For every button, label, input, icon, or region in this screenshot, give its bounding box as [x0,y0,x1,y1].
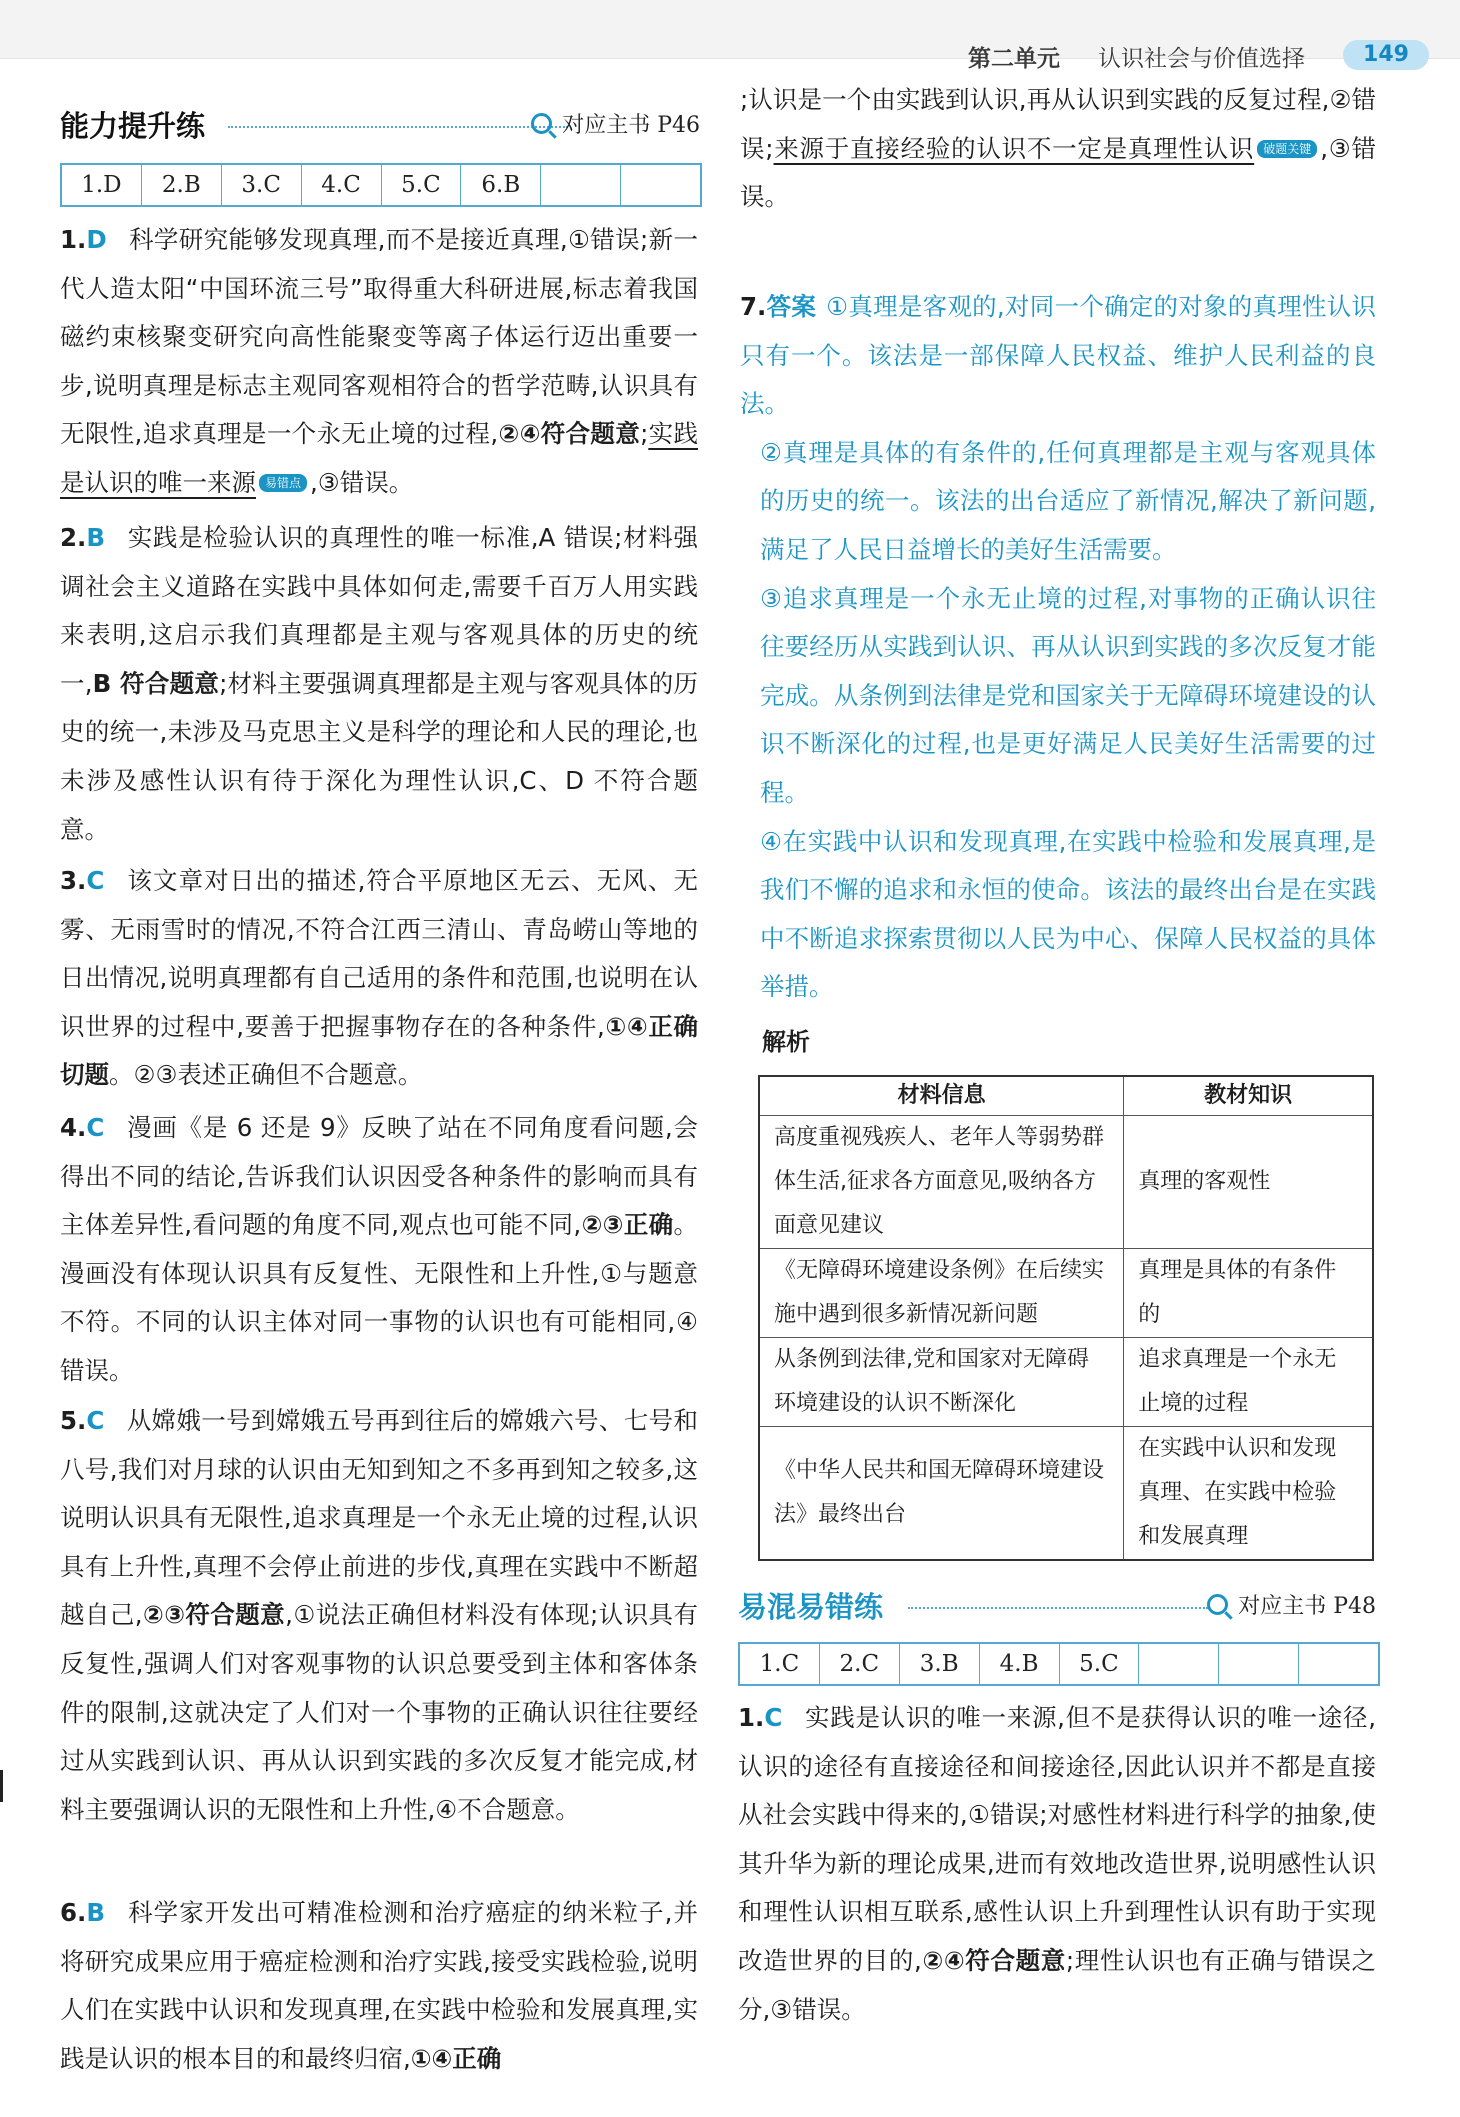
answer-grid [60,163,702,207]
material-cell: 《中华人民共和国无障碍环境建设法》最终出台 [759,1427,1124,1561]
column-header: 材料信息 [759,1076,1124,1116]
analysis-table [758,1075,1374,1561]
unit-label: 第二单元 [968,46,1060,72]
knowledge-cell: 追求真理是一个永无止境的过程 [1124,1338,1373,1427]
answer-cell [1299,1644,1378,1684]
question-5-explanation: 5.C 从嫦娥一号到嫦娥五号再到往后的嫦娥六号、七号和八号,我们对月球的认识由无知到知之不多再到知之较多,这说明认识具有无限性,追求真理是一个永无止境的过程,认识具有上升性,真理不会停止前进的步伐,真理在实践中不断超越自己,②③符合题意,①说法正确但材料没有体现;认识具有反复性,强调人们对客观事物的认识总要受到主体和客体条件的限制,这就决定了人们对一个事物的正确认识往往要经过从实践到认识、再从认识到实践的多次反复才能完成,材料主要强调认识的无限性和上升性,④不合题意。 [60,1406,698,1824]
answer-cell: 3.C [222,165,302,205]
divider [908,1607,1208,1609]
answer-cell: 1.D [62,165,142,205]
question-4-explanation: 4.C 漫画《是 6 还是 9》反映了站在不同角度看问题,会得出不同的结论,告诉我们认识因受各种条件的影响而具有主体差异性,看问题的角度不同,观点也可能不同,②③正确。漫画没有体现认识具有反复性、无限性和上升性,①与题意不符。不同的认识主体对同一事物的认识也有可能相同,④错误。 [60,1113,698,1385]
material-cell: 高度重视残疾人、老年人等弱势群体生活,征求各方面意见,吸纳各方面意见建议 [759,1116,1124,1249]
answer-cell: 2.C [820,1644,900,1684]
knowledge-cell: 真理是具体的有条件的 [1124,1249,1373,1338]
answer-cell: 6.B [461,165,541,205]
search-icon [1207,1594,1228,1615]
answer-letter: C [764,1703,783,1732]
divider [228,126,568,128]
knowledge-cell: 在实践中认识和发现真理、在实践中检验和发展真理 [1124,1427,1373,1561]
question-6-explanation: 6.B 科学家开发出可精准检测和治疗癌症的纳米粒子,并将研究成果应用于癌症检测和治疗实践,接受实践检验,说明人们在实践中认识和发现真理,在实践中检验和发展真理,实践是认识的根本目的和最终归宿,①④正确 [60,1898,698,2073]
answer-cell [621,165,700,205]
answer-cell: 4.C [302,165,382,205]
table-row [759,1249,1373,1338]
answer-letter: C [86,866,105,895]
search-icon [531,113,552,134]
column-header: 教材知识 [1124,1076,1373,1116]
error-point-tag: 易错点 [259,474,307,492]
material-cell: 从条例到法律,党和国家对无障碍环境建设的认识不断深化 [759,1338,1124,1427]
table-row [759,1338,1373,1427]
answer-grid [738,1642,1380,1686]
answer-label: 答案 [766,292,817,321]
table-row [759,1116,1373,1249]
question-1-explanation: 1.D 科学研究能够发现真理,而不是接近真理,①错误;新一代人造太阳“中国环流三号”取得重大科研进展,标志着我国磁约束核聚变研究向高性能聚变等离子体运行迈出重要一步,说明真理是标志主观同客观相符合的哲学范畴,认识具有无限性,追求真理是一个永无止境的过程,②④符合题意;实践是认识的唯一来源 易错点 ,③错误。 [60,225,699,497]
answer-letter: C [86,1406,105,1435]
answer-cell: 3.B [900,1644,980,1684]
answer-cell [541,165,621,205]
answer-cell [1139,1644,1219,1684]
page-number: 149 [1343,40,1429,70]
key-point-tag: 破题关键 [1257,140,1317,158]
table-row [759,1427,1373,1561]
confusion-question-1-explanation: 1.C 实践是认识的唯一来源,但不是获得认识的唯一途径,认识的途径有直接途径和间接途径,因此认识并不都是直接从社会实践中得来的,①错误;对感性材料进行科学的抽象,使其升华为新的理论成果,进而有效地改造世界,说明感性认识和理性认识相互联系,感性认识上升到理性认识有助于实现改造世界的目的,②④符合题意;理性认识也有正确与错误之分,③错误。 [738,1703,1376,2024]
unit-subtitle: 认识社会与价值选择 [1098,46,1305,72]
section-heading-ability [60,104,700,146]
answer-cell: 2.B [142,165,222,205]
margin-mark [0,1770,3,1802]
answer-letter: D [86,225,107,254]
answer-cell [1219,1644,1299,1684]
book-reference: 对应主书 P48 [1207,1589,1376,1620]
answer-cell: 5.C [382,165,462,205]
answer-letter: B [86,523,106,552]
material-cell: 《无障碍环境建设条例》在后续实施中遇到很多新情况新问题 [759,1249,1124,1338]
book-reference: 对应主书 P46 [531,108,700,139]
answer-cell: 4.B [980,1644,1060,1684]
knowledge-cell: 真理的客观性 [1124,1116,1373,1249]
section-title: 能力提升练 [60,109,206,143]
question-2-explanation: 2.B 实践是检验认识的真理性的唯一标准,A 错误;材料强调社会主义道路在实践中具体如何走,需要千百万人用实践来表明,这启示我们真理都是主观与客观具体的历史的统一,B 符合题意;材料主要强调真理都是主观与客观具体的历史的统一,未涉及马克思主义是科学的理论和人民的理论,也未涉及感性认识有待于深化为理性认识,C、D 不符合题意。 [60,523,698,844]
answer-letter: C [86,1113,105,1142]
question-6-explanation-continued: ;认识是一个由实践到认识,再从认识到实践的反复过程,②错误;来源于直接经验的认识不一定是真理性认识 破题关键 ,③错误。 [740,85,1376,212]
question-7-answer: 7.答案 ①真理是客观的,对同一个确定的对象的真理性认识只有一个。该法是一部保障人民权益、维护人民利益的良法。 ②真理是具体的有条件的,任何真理都是主观与客观具体的历史的统一。该法的出台适应了新情况,解决了新问题,满足了人民日益增长的美好生活需要。 ③追求真理是一个永无止境的过程,对事物的正确认识往往要经历从实践到认识、再从认识到实践的多次反复才能完成。从条例到法律是党和国家关于无障碍环境建设的认识不断深化的过程,也是更好满足人民美好生活需要的过程。 ④在实践中认识和发现真理,在实践中检验和发展真理,是我们不懈的追求和永恒的使命。该法的最终出台是在实践中不断追求探索贯彻以人民为中心、保障人民权益的具体举措。 [740,292,1377,1002]
section-title: 易混易错练 [738,1590,884,1624]
answer-letter: B [86,1898,106,1927]
question-3-explanation: 3.C 该文章对日出的描述,符合平原地区无云、无风、无雾、无雨雪时的情况,不符合江西三清山、青岛崂山等地的日出情况,说明真理都有自己适用的条件和范围,也说明在认识世界的过程中,要善于把握事物存在的各种条件,①④正确切题。②③表述正确但不合题意。 [60,866,698,1090]
analysis-label: 解析 [762,1028,810,1056]
answer-cell: 5.C [1060,1644,1140,1684]
section-heading-confusion [738,1585,1376,1627]
answer-cell: 1.C [740,1644,820,1684]
table-header-row [759,1076,1373,1116]
